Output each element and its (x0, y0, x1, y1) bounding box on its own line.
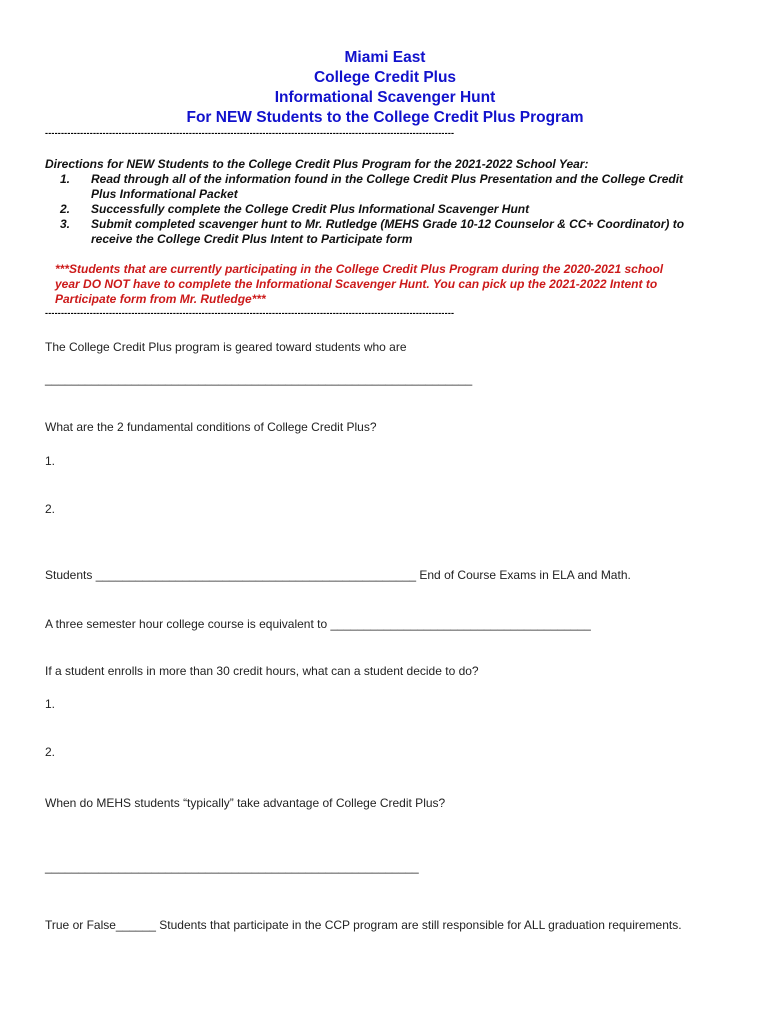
question-3: Students ________________________________________________ End of Course Exams in ELA and Math. (45, 568, 631, 582)
directions-heading: Directions for NEW Students to the College Credit Plus Program for the 2021-2022 School Year: (45, 157, 589, 171)
direction-text: Read through all of the information found in the College Credit Plus Presentation and the College Credit (91, 172, 684, 186)
answer-number-1: 1. (45, 697, 56, 711)
divider-bottom: -------------------------------------------------------------------------------------------------------------------------------- (45, 308, 455, 318)
direction-number: 3. (59, 217, 70, 231)
direction-number: 1. (59, 172, 70, 186)
direction-text-cont: Plus Informational Packet (91, 187, 238, 201)
direction-text: Submit completed scavenger hunt to Mr. Rutledge (MEHS Grade 10-12 Counselor & CC+ Coordinator) to (91, 217, 685, 231)
school-name: Miami East (344, 49, 426, 66)
note-line: year DO NOT have to complete the Informational Scavenger Hunt. You can pick up the 2021-2022 Intent to (55, 277, 658, 291)
question-5: If a student enrolls in more than 30 credit hours, what can a student decide to do? (45, 664, 479, 678)
note-line: Participate form from Mr. Rutledge*** (55, 292, 266, 306)
direction-text: Successfully complete the College Credit Plus Informational Scavenger Hunt (91, 202, 530, 216)
question-2: What are the 2 fundamental conditions of College Credit Plus? (45, 420, 377, 434)
document-title: Informational Scavenger Hunt (274, 89, 496, 106)
answer-number-1: 1. (45, 454, 56, 468)
answer-number-2: 2. (45, 502, 56, 516)
direction-number: 2. (59, 202, 70, 216)
answer-blank-6[interactable]: ________________________________________________________ (45, 860, 419, 874)
answer-blank-1[interactable]: ________________________________________________________________ (45, 372, 473, 386)
note-line: ***Students that are currently participating in the College Credit Plus Program during the 2020-2021 school (55, 262, 664, 276)
answer-number-2: 2. (45, 745, 56, 759)
direction-text-cont: receive the College Credit Plus Intent to Participate form (91, 232, 413, 246)
program-name: College Credit Plus (313, 69, 457, 86)
question-4: A three semester hour college course is equivalent to _______________________________________ (45, 617, 591, 631)
document-subtitle: For NEW Students to the College Credit Plus Program (186, 109, 584, 126)
divider-top: -------------------------------------------------------------------------------------------------------------------------------- (45, 128, 455, 138)
question-6: When do MEHS students “typically” take advantage of College Credit Plus? (45, 796, 446, 810)
question-7: True or False______ Students that participate in the CCP program are still responsible for ALL graduation requirements. (45, 918, 682, 932)
question-1: The College Credit Plus program is geared toward students who are (45, 340, 407, 354)
